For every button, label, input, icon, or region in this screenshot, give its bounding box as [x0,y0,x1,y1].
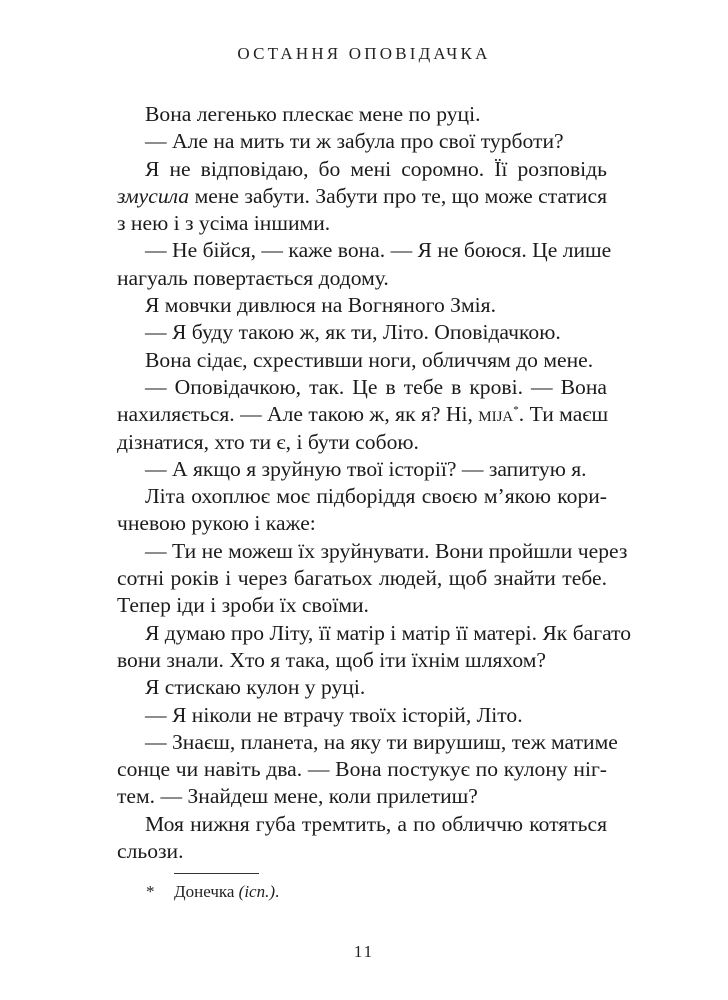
text-segment: Тепер іди і зроби їх своїми. [117,593,369,618]
text-segment: mija [478,402,514,427]
text-segment: нахиляється. — Але такою ж, як я? Ні, [117,402,479,427]
text-segment: дізнатися, хто ти є, і бути собою. [117,429,419,454]
text-line [117,156,607,183]
text-segment: вони знали. Хто я така, щоб іти їхнім шляхом? [117,647,547,672]
paragraph [117,620,632,675]
footnote-ref: * [513,404,519,417]
text-line [117,347,607,374]
text-line [117,265,607,292]
page-number: 11 [353,942,375,961]
paragraph [117,101,607,128]
footnote-note: (ісп.) [238,882,276,901]
footnote-mark: * [146,882,155,901]
text-segment: — Ти не можеш їх зруйнувати. Вони пройшли через [145,538,628,563]
text-line [117,702,607,729]
text-segment: Вона легенько плескає мене по руці. [145,102,481,126]
text-line [117,647,607,674]
paragraph [117,237,612,292]
paragraph [117,702,607,729]
paragraph [117,456,607,483]
text-segment: мене забути. Забути про те, що може статися [189,183,607,208]
text-line [117,292,607,319]
text-line [117,210,607,237]
text-segment: — Не бійся, — каже вона. — Я не боюся. Це лише [145,238,612,263]
text-segment: нагуаль повертається додому. [117,265,389,290]
text-line [117,565,607,592]
text-segment: тем. — Знайдеш мене, коли прилетиш? [117,784,478,809]
text-segment: з нею і з усіма іншими. [117,211,331,236]
text-segment: — Я ніколи не втрачу твоїх історій, Літо. [145,702,523,727]
body-text [117,101,632,865]
text-line [117,128,607,155]
paragraph [117,811,607,866]
text-line [117,483,607,510]
text-line [117,538,628,565]
paragraph [117,674,607,701]
text-segment: — Знаєш, планета, на яку ти вирушиш, теж матиме [145,729,618,754]
text-line [117,456,607,483]
text-segment: сонце чи навіть два. — Вона постукує по кулону ніг- [117,757,607,782]
footnote-text: Донечка [174,882,235,901]
paragraph [117,292,607,319]
paragraph [117,128,607,155]
italic-text: змусила [117,183,190,208]
text-segment: сотні років і через багатьох людей, щоб знайти тебе. [117,566,607,591]
running-head: ОСТАННЯ ОПОВІДАЧКА [237,44,491,63]
text-line [117,183,607,210]
text-line [117,237,612,264]
text-segment: Я мовчки дивлюся на Вогняного Змія. [145,293,496,318]
text-line [117,401,607,428]
text-line [117,783,607,810]
text-line [117,374,607,401]
paragraph [117,156,607,238]
text-line [117,101,607,128]
text-line [117,756,607,783]
text-segment: — Я буду такою ж, як ти, Літо. Оповідачкою. [145,320,561,345]
text-line [117,674,607,701]
text-segment: Я не відповідаю, бо мені соромно. Її розповідь [145,156,607,181]
text-line [117,429,607,456]
paragraph [117,483,607,538]
text-line [117,811,607,838]
text-segment: Літа охоплює моє підборіддя своєю м’якою кори- [145,484,607,509]
paragraph [117,319,607,346]
text-line [117,729,618,756]
text-segment: — А якщо я зруйную твої історії? — запитую я. [145,456,587,481]
text-segment: сльози. [117,839,184,864]
paragraph [117,538,628,620]
text-segment: — Але на мить ти ж забула про свої турботи? [145,129,564,154]
footnote-end: . [275,882,280,901]
paragraph [117,347,607,374]
text-line [117,592,607,619]
text-line [117,838,607,865]
footnote-rule [174,873,259,874]
text-segment: чневою рукою і каже: [117,511,316,536]
text-segment: Я думаю про Літу, її матір і матір її матері. Як багато [145,620,632,645]
text-segment: — Оповідачкою, так. Це в тебе в крові. — Вона [145,374,607,399]
text-line [117,620,632,647]
text-line [117,510,607,537]
paragraph [117,374,607,456]
paragraph [117,729,618,811]
text-segment: . Ти маєш [518,402,609,427]
text-segment: Я стискаю кулон у руці. [145,675,366,700]
footnote [146,882,546,902]
text-segment: Моя нижня губа тремтить, а по обличчю котяться [145,811,607,836]
text-line [117,319,607,346]
text-segment: Вона сідає, схрестивши ноги, обличчям до мене. [145,347,594,372]
